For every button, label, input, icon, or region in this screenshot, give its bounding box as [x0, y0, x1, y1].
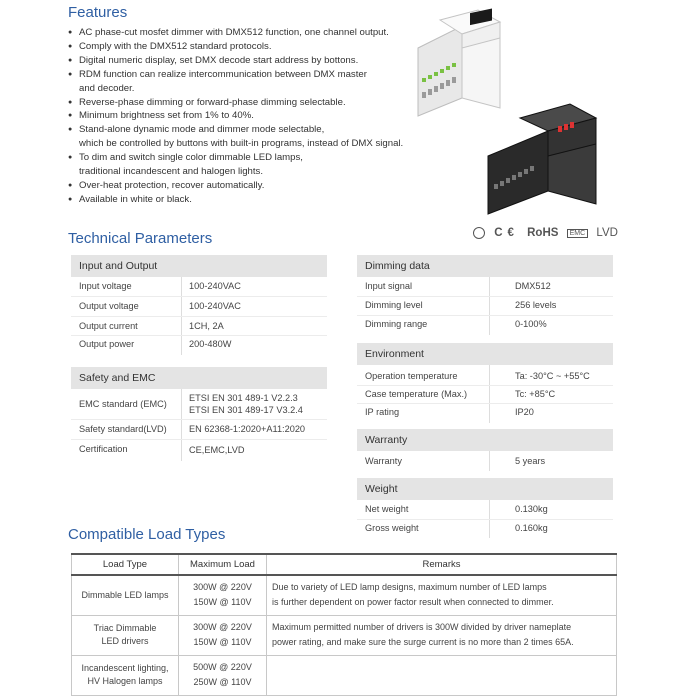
feature-item: ● Over-heat protection, recover automatically. [68, 179, 428, 193]
load-types-table [71, 553, 617, 696]
table-header-row [72, 554, 617, 575]
max-load-cell: 500W @ 220V 250W @ 110V [179, 655, 267, 695]
tech-title: Technical Parameters [68, 230, 213, 247]
weight-head: Weight [357, 478, 613, 500]
param-row: IP rating IP20 [365, 407, 534, 417]
param-row: Gross weight 0.160kg [365, 523, 548, 533]
feature-item: ● To dim and switch single color dimmable LED lamps, traditional incandescent and halogen lights. [68, 151, 428, 179]
remarks-cell: Maximum permitted number of drivers is 300W divided by driver nameplate power rating, and make sure the surge current is no more than 2 times 65A. [267, 615, 617, 655]
header-max-load: Maximum Load [179, 554, 267, 575]
warranty-head: Warranty [357, 429, 613, 451]
loads-title: Compatible Load Types [68, 526, 226, 543]
header-load-type: Load Type [72, 554, 179, 575]
param-row: Output current 1CH, 2A [79, 321, 224, 331]
param-row: Output power 200-480W [79, 339, 232, 349]
features-title: Features [68, 4, 128, 21]
feature-item: ● RDM function can realize intercommunication between DMX master and decoder. [68, 68, 428, 96]
lvd-mark: LVD [596, 227, 618, 240]
table-row [72, 575, 617, 615]
remarks-cell [267, 655, 617, 695]
certification-marks [473, 227, 623, 239]
param-row: Operation temperature Ta: -30°C ~ +55°C [365, 371, 590, 381]
feature-item: ● Comply with the DMX512 standard protocols. [68, 40, 428, 54]
param-row: Output voltage 100-240VAC [79, 301, 241, 311]
param-row: Net weight 0.130kg [365, 504, 548, 514]
ce-mark: C € [494, 227, 514, 240]
input-output-head: Input and Output [71, 255, 327, 277]
feature-item: ● Minimum brightness set from 1% to 40%. [68, 109, 428, 123]
emc-value-1: ETSI EN 301 489-1 V2.2.3 [189, 393, 298, 403]
feature-item: ● Reverse-phase dimming or forward-phase dimming selectable. [68, 96, 428, 110]
max-load-cell: 300W @ 220V 150W @ 110V [179, 615, 267, 655]
lvd-label: Safety standard(LVD) [79, 424, 167, 434]
weight-section [357, 500, 613, 540]
black-dimmer-image [478, 96, 618, 216]
param-row: Input voltage 100-240VAC [79, 281, 241, 291]
remarks-cell: Due to variety of LED lamp designs, maximum number of LED lamps is further dependent on power factor result when connected to dimmer. [267, 575, 617, 615]
header-remarks: Remarks [267, 554, 617, 575]
cert-label: Certification [79, 444, 128, 454]
param-row: Input signal DMX512 [365, 281, 551, 291]
dimming-section [357, 277, 613, 337]
table-row [72, 655, 617, 695]
max-load-cell: 300W @ 220V 150W @ 110V [179, 575, 267, 615]
param-row: Dimming level 256 levels [365, 300, 557, 310]
feature-item: ● AC phase-cut mosfet dimmer with DMX512 function, one channel output. [68, 26, 428, 40]
feature-item: ● Available in white or black. [68, 193, 428, 207]
emc-mark: EMC [567, 229, 589, 238]
feature-item: ● Stand-alone dynamic mode and dimmer mode selectable, which be controlled by buttons with built-in programs, instead of DMX signal. [68, 123, 428, 151]
safety-section [71, 389, 327, 461]
cert-value: CE,EMC,LVD [189, 445, 245, 455]
features-list [68, 26, 428, 207]
load-type-cell: Dimmable LED lamps [72, 575, 179, 615]
emc-label: EMC standard (EMC) [79, 399, 167, 409]
table-row [72, 615, 617, 655]
safety-head: Safety and EMC [71, 367, 327, 389]
environment-head: Environment [357, 343, 613, 365]
param-row: Case temperature (Max.) Tc: +85°C [365, 389, 556, 399]
lvd-value: EN 62368-1:2020+A11:2020 [189, 424, 306, 434]
rohs-mark: RoHS [527, 227, 559, 240]
warranty-section [357, 451, 613, 473]
param-row: Warranty 5 years [365, 456, 546, 466]
load-type-cell: Incandescent lighting, HV Halogen lamps [72, 655, 179, 695]
feature-item: ● Digital numeric display, set DMX decode start address by bottons. [68, 54, 428, 68]
param-row: Dimming range 0-100% [365, 319, 547, 329]
load-type-cell: Triac Dimmable LED drivers [72, 615, 179, 655]
dimming-head: Dimming data [357, 255, 613, 277]
input-output-section [71, 277, 327, 357]
emc-value-2: ETSI EN 301 489-17 V3.2.4 [189, 405, 303, 415]
conformity-icon [473, 227, 485, 239]
environment-section [357, 365, 613, 425]
